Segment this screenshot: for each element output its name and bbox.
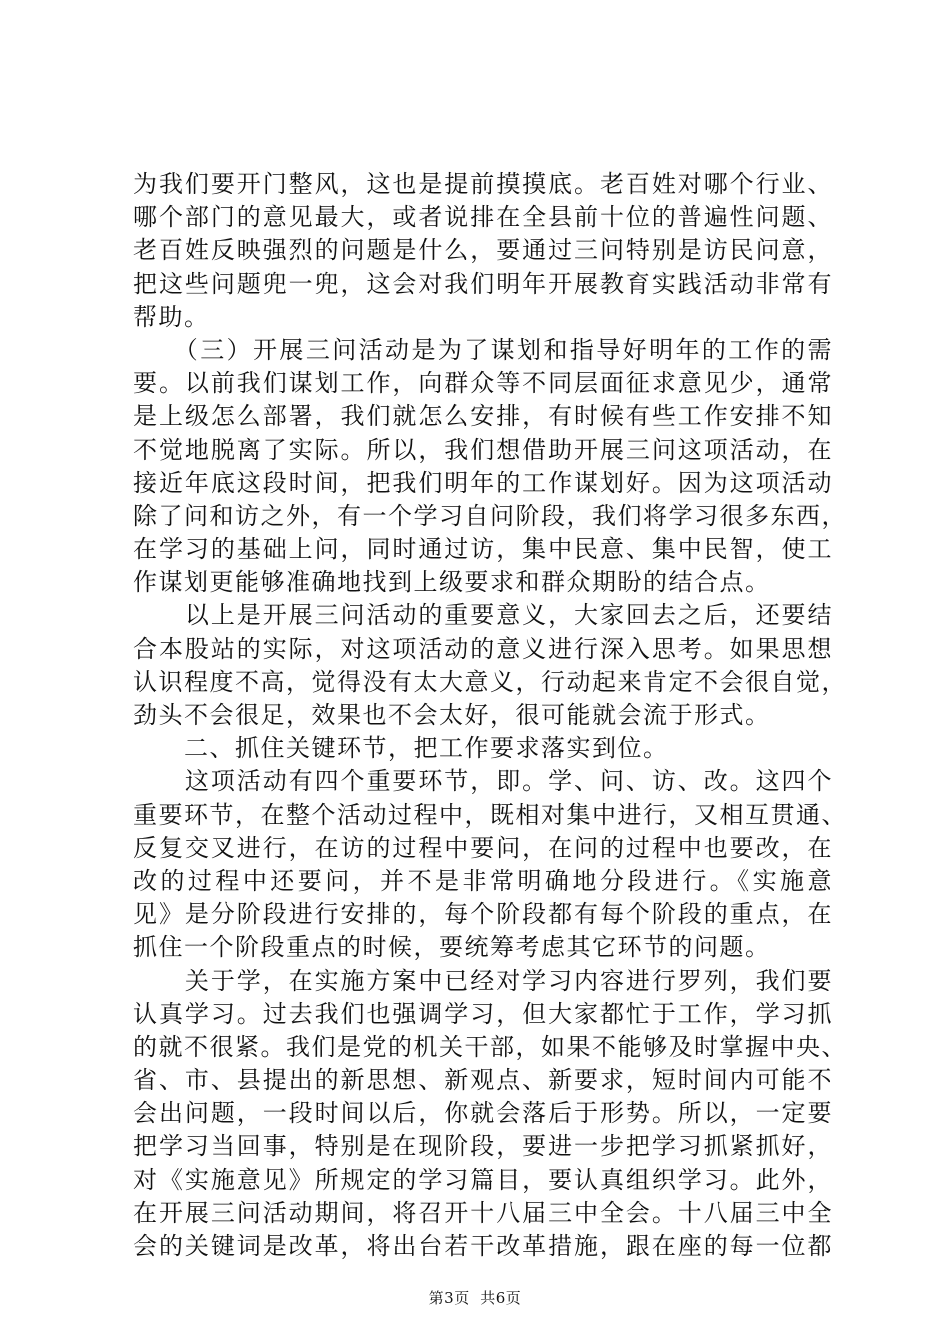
text-line: 关于学，在实施方案中已经对学习内容进行罗列，我们要 [133,966,833,995]
page-footer [0,1287,950,1308]
text-line: 作谋划更能够准确地找到上级要求和群众期盼的结合点。 [133,568,771,597]
text-line: 重要环节，在整个活动过程中，既相对集中进行，又相互贯通、 [133,800,847,829]
text-line: 抓住一个阶段重点的时候，要统筹考虑其它环节的问题。 [133,933,771,962]
text-line: 会出问题，一段时间以后，你就会落后于形势。所以，一定要 [133,1099,833,1128]
text-line: 的就不很紧。我们是党的机关干部，如果不能够及时掌握中央、 [133,1032,847,1061]
text-line: 为我们要开门整风，这也是提前摸摸底。老百姓对哪个行业、 [133,170,833,198]
text-line: 对《实施意见》所规定的学习篇目，要认真组织学习。此外， [133,1165,833,1194]
text-line: 改的过程中还要问，并不是非常明确地分段进行。《实施意 [133,866,833,895]
text-line: 把学习当回事，特别是在现阶段，要进一步把学习抓紧抓好， [133,1132,833,1161]
text-line: 见》是分阶段进行安排的，每个阶段都有每个阶段的重点，在 [133,900,833,929]
text-line: 把这些问题兜一兜，这会对我们明年开展教育实践活动非常有 [133,269,833,298]
text-line: 哪个部门的意见最大，或者说排在全县前十位的普遍性问题、 [133,203,833,232]
total-pages: 共6页 [480,1289,522,1307]
text-line: 会的关键词是改革，将出台若干改革措施，跟在座的每一位都 [133,1232,833,1260]
text-line: 反复交叉进行，在访的过程中要问，在问的过程中也要改，在 [133,833,833,862]
text-line: 认识程度不高，觉得没有太大意义，行动起来肯定不会很自觉， [133,667,847,696]
text-line: 除了问和访之外，有一个学习自问阶段，我们将学习很多东西， [133,501,847,530]
text-line: 是上级怎么部署，我们就怎么安排，有时候有些工作安排不知 [133,402,833,431]
document-body [133,168,847,1263]
text-line: 老百姓反映强烈的问题是什么，要通过三问特别是访民问意， [133,236,833,265]
text-line: 合本股站的实际，对这项活动的意义进行深入思考。如果思想 [133,634,833,663]
text-line: 在开展三问活动期间，将召开十八届三中全会。十八届三中全 [133,1198,833,1227]
text-line: 以上是开展三问活动的重要意义，大家回去之后，还要结 [133,601,833,630]
text-line: 帮助。 [133,302,210,331]
text-line: 二、抓住关键环节，把工作要求落实到位。 [133,734,669,763]
text-line: 接近年底这段时间，把我们明年的工作谋划好。因为这项活动 [133,468,833,497]
text-line: 劲头不会很足，效果也不会太好，很可能就会流于形式。 [133,701,771,729]
text-line: 省、市、县提出的新思想、新观点、新要求，短时间内可能不 [133,1066,833,1095]
page-number: 第3页 [428,1289,470,1307]
text-line: （三）开展三问活动是为了谋划和指导好明年的工作的需 [133,335,833,364]
text-line: 这项活动有四个重要环节，即。学、问、访、改。这四个 [133,767,833,796]
text-line: 要。以前我们谋划工作，向群众等不同层面征求意见少，通常 [133,369,833,398]
text-line: 认真学习。过去我们也强调学习，但大家都忙于工作，学习抓 [133,999,833,1028]
text-line: 在学习的基础上问，同时通过访，集中民意、集中民智，使工 [133,535,833,564]
text-line: 不觉地脱离了实际。所以，我们想借助开展三问这项活动，在 [133,435,833,464]
